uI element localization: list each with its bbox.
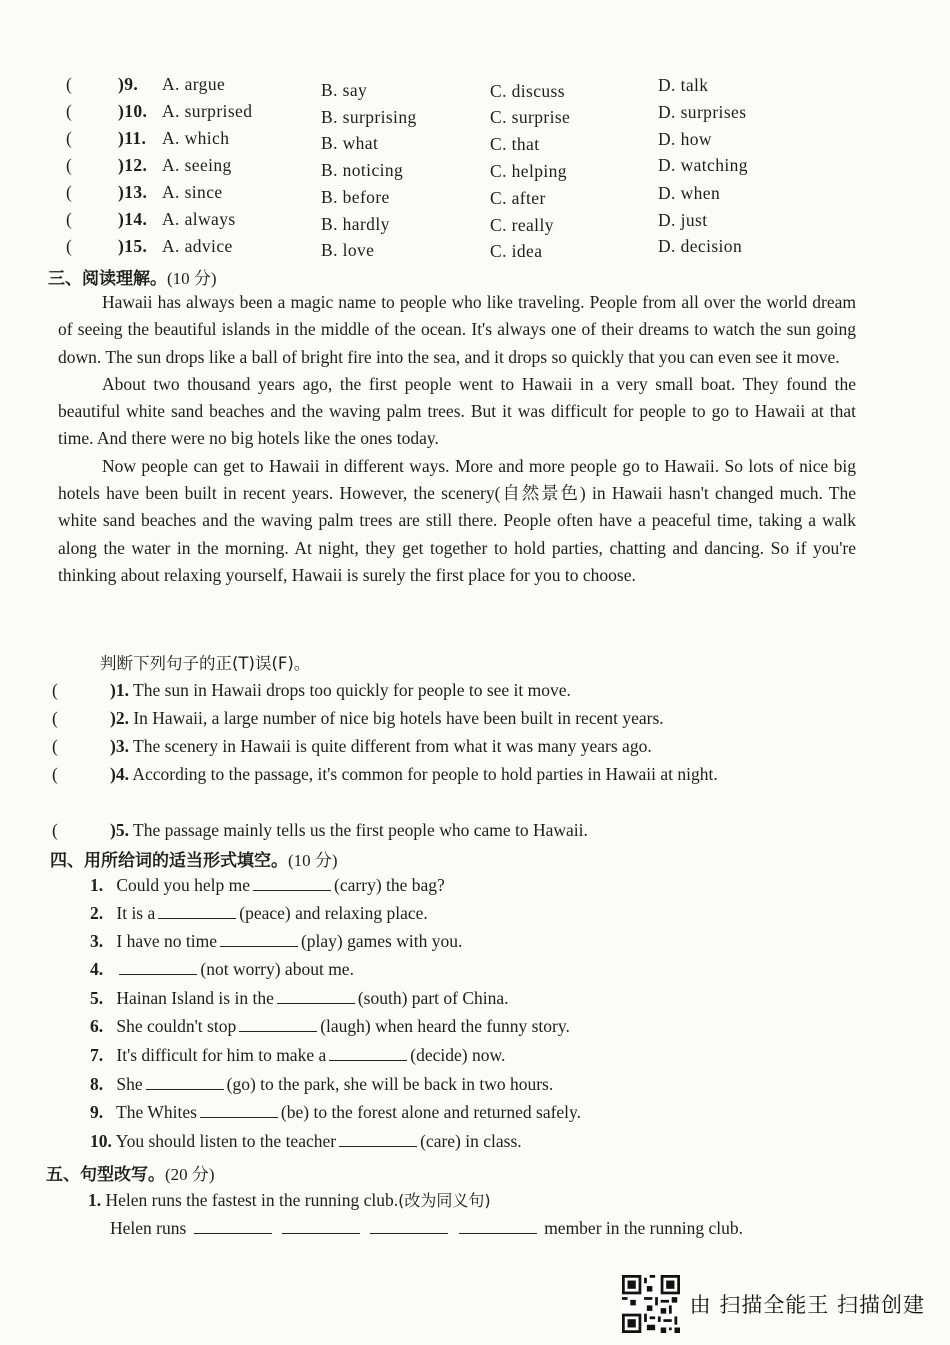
option-c: C. after <box>490 188 546 208</box>
scanner-watermark <box>622 1275 925 1333</box>
mc-item: ( )13. A. since B. before C. after D. when <box>66 182 721 208</box>
mc-item: ( )9. A. argue B. say C. discuss D. talk <box>66 74 709 101</box>
mc-item: ( )14. A. always B. hardly C. really D. just <box>66 209 708 235</box>
option-a: A. since <box>162 182 223 202</box>
fill-item: 10. You should listen to the teacher (care) in class. <box>90 1131 522 1151</box>
section-heading-rewrite: 五、句型改写。(20 分) <box>46 1165 215 1185</box>
option-a: A. which <box>162 128 230 148</box>
fill-item: 6. She couldn't stop (laugh) when heard the funny story. <box>90 1016 570 1036</box>
option-d: D. just <box>658 210 708 230</box>
mc-item: ( )11. A. which B. what C. that D. how <box>66 128 712 154</box>
rewrite-question: 1. Helen runs the fastest in the running club.(改为同义句) <box>88 1190 491 1210</box>
answer-blank[interactable] <box>194 1217 272 1234</box>
mc-item: ( )10. A. surprised B. surprising C. surprise D. surprises <box>66 101 747 127</box>
answer-blank[interactable] <box>329 1044 407 1061</box>
fill-item: 1. Could you help me (carry) the bag? <box>90 875 445 895</box>
section-heading-fill-in: 四、用所给词的适当形式填空。(10 分) <box>50 851 338 871</box>
option-d: D. how <box>658 129 712 149</box>
answer-blank[interactable] <box>459 1217 537 1234</box>
option-a: A. always <box>162 209 236 229</box>
qr-code-icon <box>622 1275 680 1333</box>
passage-paragraph: About two thousand years ago, the first people went to Hawaii in a very small boat. They found the beautiful white sand beaches and the waving palm trees. But it was difficult for people to go to Hawaii at that time. And there were no big hotels like the ones today. <box>58 373 856 449</box>
mc-item: ( )12. A. seeing B. noticing C. helping D. watching <box>66 155 748 181</box>
answer-blank[interactable] <box>339 1130 417 1147</box>
fill-item: 8. She (go) to the park, she will be back in two hours. <box>90 1074 554 1094</box>
fill-item: 7. It's difficult for him to make a (decide) now. <box>90 1045 506 1065</box>
passage-paragraph: Hawaii has always been a magic name to people who like traveling. People from all over the world dream of seeing the beautiful islands in the middle of the ocean. It's always one of their dreams to watch the sun going down. The sun drops like a ball of bright fire into the sea, and it drops so quickly that you can even see it move. <box>58 292 856 367</box>
option-d: D. talk <box>658 75 709 95</box>
option-b: B. hardly <box>321 214 390 234</box>
option-b: B. before <box>321 187 390 207</box>
answer-blank[interactable] <box>119 958 197 975</box>
option-b: B. surprising <box>321 107 417 127</box>
answer-blank[interactable] <box>282 1217 360 1234</box>
answer-blank[interactable] <box>146 1073 224 1090</box>
watermark-text: 由 扫描全能王 扫描创建 <box>689 1293 925 1317</box>
fill-item: 4. (not worry) about me. <box>90 959 354 979</box>
option-c: C. idea <box>490 241 543 261</box>
passage-paragraph: Now people can get to Hawaii in different ways. More and more people go to Hawaii. So lots of nice big hotels have been built in recent years. However, the scenery(自然景色) in Hawaii hasn't changed much. The white sand beaches and the waving palm trees are still there. People often have a peaceful time, taking a walk along the water in the morning. At night, they get together to hold parties, chatting and dancing. So if you're thinking about relaxing yourself, Hawaii is surely the first place for you to choose. <box>58 455 856 585</box>
answer-blank[interactable] <box>253 874 331 891</box>
option-b: B. love <box>321 240 375 260</box>
option-c: C. really <box>490 215 554 235</box>
option-a: A. surprised <box>162 101 253 121</box>
option-d: D. when <box>658 183 721 203</box>
option-b: B. noticing <box>321 160 404 180</box>
answer-blank[interactable] <box>200 1101 278 1118</box>
option-b: B. what <box>321 133 379 153</box>
answer-blank[interactable] <box>370 1217 448 1234</box>
fill-item: 9. The Whites (be) to the forest alone and returned safely. <box>90 1102 582 1122</box>
option-d: D. watching <box>658 155 748 175</box>
answer-blank[interactable] <box>239 1015 317 1032</box>
option-a: A. argue <box>162 74 226 94</box>
option-d: D. decision <box>658 236 743 256</box>
answer-blank[interactable] <box>220 930 298 947</box>
fill-item: 3. I have no time (play) games with you. <box>90 931 463 951</box>
section-heading-reading: 三、阅读理解。(10 分) <box>48 269 217 289</box>
option-c: C. surprise <box>490 107 571 127</box>
reading-passage <box>58 289 856 589</box>
fill-item: 5. Hainan Island is in the (south) part of China. <box>90 988 509 1008</box>
option-c: C. discuss <box>490 81 565 101</box>
rewrite-answer-line: Helen runs member in the running club. <box>110 1218 743 1238</box>
answer-blank[interactable] <box>158 902 236 919</box>
option-c: C. that <box>490 134 540 154</box>
tf-instruction: 判断下列句子的正(T)误(F)。 <box>100 654 311 673</box>
answer-blank[interactable] <box>277 987 355 1004</box>
fill-item: 2. It is a (peace) and relaxing place. <box>90 903 428 923</box>
option-d: D. surprises <box>658 102 747 122</box>
option-c: C. helping <box>490 161 567 181</box>
mc-item: ( )15. A. advice B. love C. idea D. decision <box>66 236 743 261</box>
option-a: A. seeing <box>162 155 232 175</box>
option-b: B. say <box>321 80 368 100</box>
option-a: A. advice <box>162 236 233 256</box>
